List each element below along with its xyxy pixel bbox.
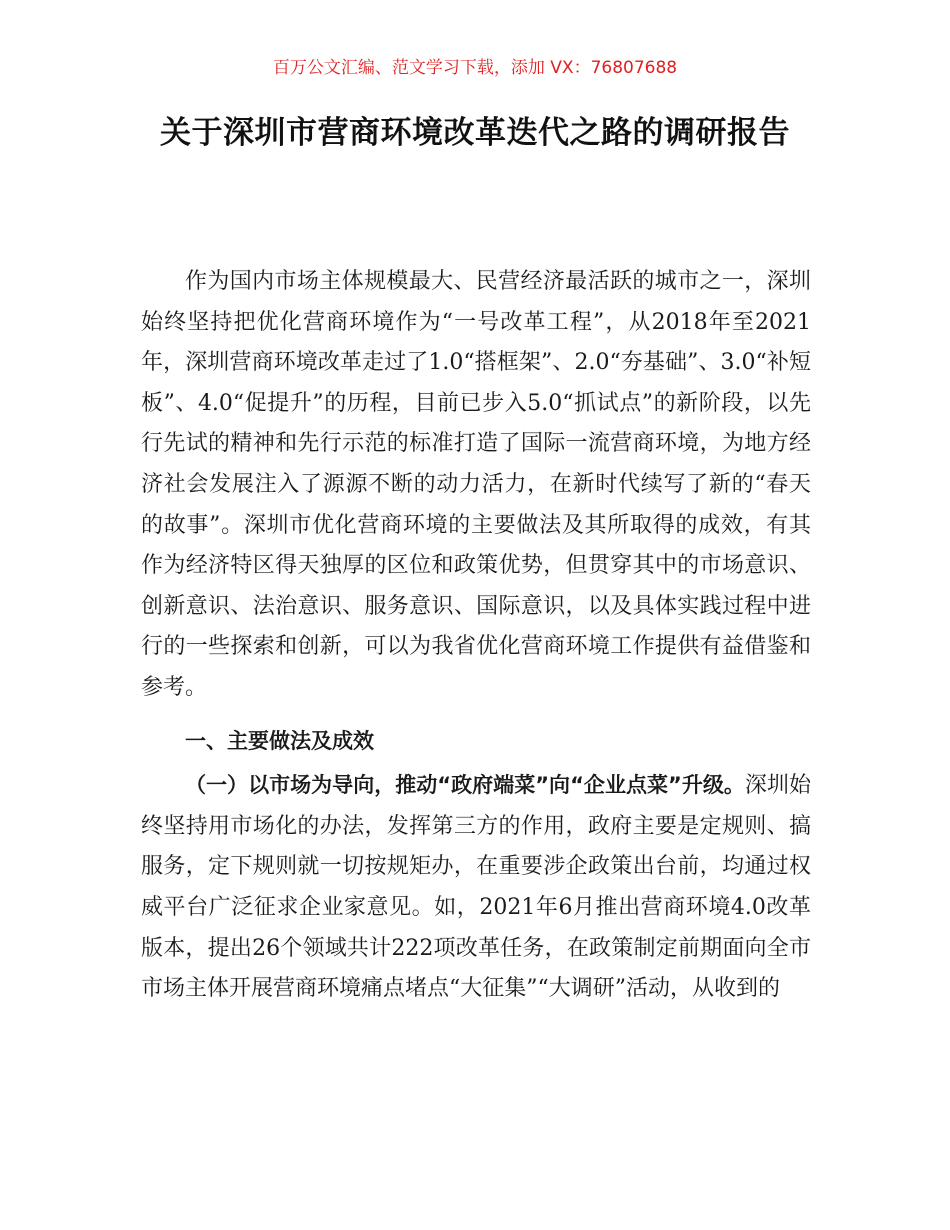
section-heading: 一、主要做法及成效 <box>185 728 374 753</box>
intro-paragraph: 作为国内市场主体规模最大、民营经济最活跃的城市之一，深圳始终坚持把优化营商环境作为“一号改革工程”，从2018年至2021年，深圳营商环境改革走过了1.0“搭框架”、2.0“夯基础”、3.0“补短板”、4.0“促提升”的历程，目前已步入5.0“抓试点”的新阶段，以先行先试的精神和先行示范的标准打造了国际一流营商环境，为地方经济社会发展注入了源源不断的动力活力，在新时代续写了新的“春天的故事”。深圳市优化营商环境的主要做法及其所取得的成效，有其作为经济特区得天独厚的区位和政策优势，但贯穿其中的市场意识、创新意识、法治意识、服务意识、国际意识，以及具体实践过程中进行的一些探索和创新，可以为我省优化营商环境工作提供有益借鉴和参考。 <box>141 269 811 700</box>
document-title: 关于深圳市营商环境改革迭代之路的调研报告 <box>160 115 790 151</box>
document-body <box>141 262 811 1010</box>
header-watermark-note: 百万公文汇编、范文学习下载，添加 VX：76807688 <box>272 58 678 78</box>
subsection-text: 深圳始终坚持用市场化的办法，发挥第三方的作用，政府主要是定规则、搞服务，定下规则就一切按规矩办，在重要涉企政策出台前，均通过权威平台广泛征求企业家意见。如，2021年6月推出营商环境4.0改革版本，提出26个领域共计222项改革任务，在政策制定前期面向全市市场主体开展营商环境痛点堵点“大征集”“大调研”活动，从收到的 <box>141 773 811 1002</box>
subsection-paragraph <box>141 765 811 1010</box>
subsection-lead: （一）以市场为导向，推动“政府端菜”向“企业点菜”升级。 <box>185 773 745 798</box>
